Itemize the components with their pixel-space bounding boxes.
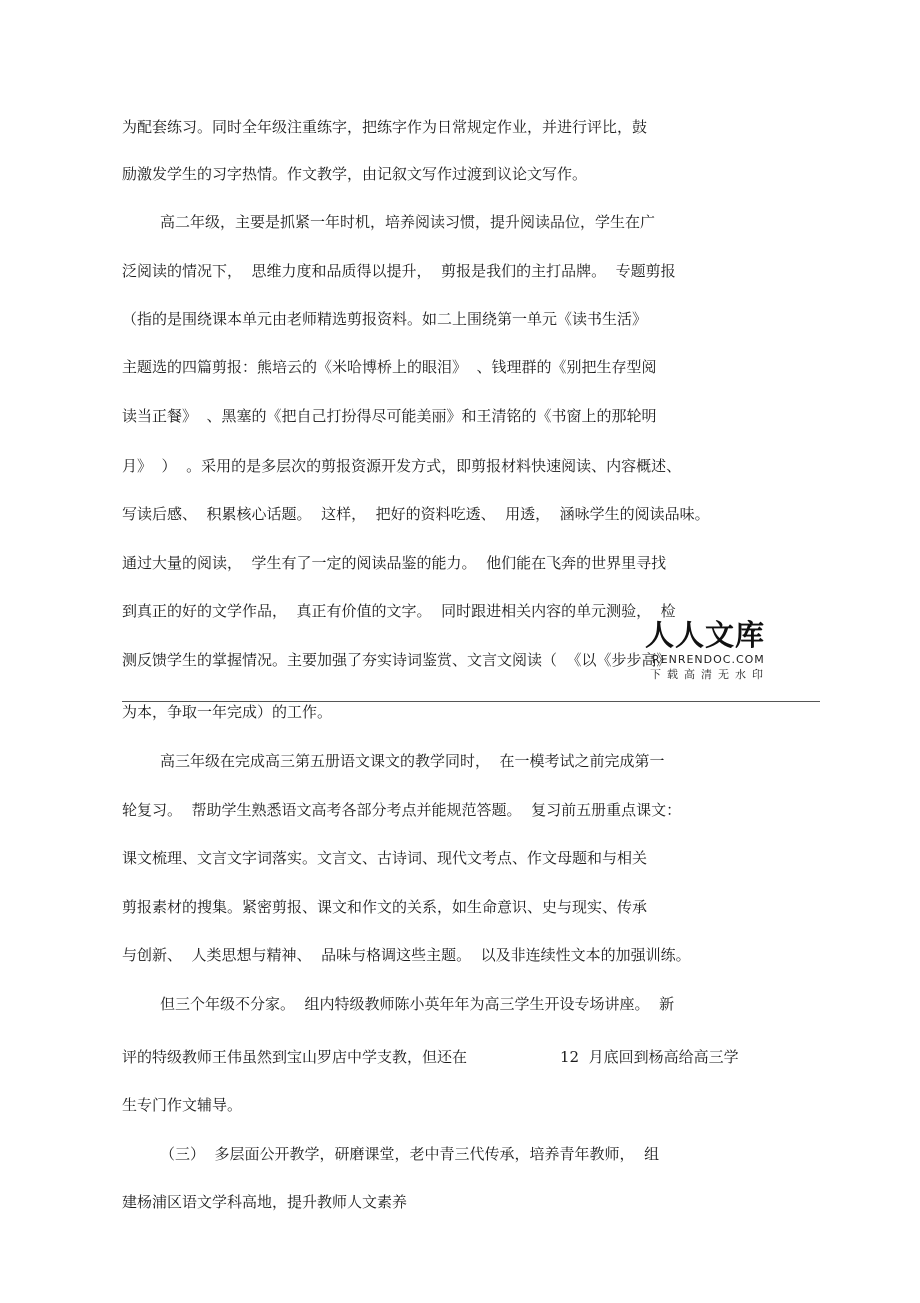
text-line-2: 励激发学生的习字热情。作文教学，由记叙文写作过渡到议论文写作。 — [122, 165, 588, 183]
text-line-9: 写读后感、 积累核心话题。 这样， 把好的资料吃透、 用透， 涵咏学生的阅读品味。 — [122, 505, 710, 523]
text-line-8: 月》 ） 。采用的是多层次的剪报资源开发方式，即剪报材料快速阅读、内容概述、 — [122, 457, 682, 475]
text-line-7: 读当正餐》 、黑塞的《把自己打扮得尽可能美丽》和王清铭的《书窗上的那轮明 — [122, 407, 657, 425]
text-line-17: 剪报素材的搜集。紧密剪报、课文和作文的关系，如生命意识、史与现实、传承 — [122, 898, 648, 916]
text-line-3: 高二年级，主要是抓紧一年时机，培养阅读习惯，提升阅读品位，学生在广 — [160, 213, 656, 231]
watermark-url: RENRENDOC.COM — [652, 653, 765, 666]
text-line-23: 建杨浦区语文学科高地，提升教师人文素养 — [122, 1193, 408, 1211]
text-line-4: 泛阅读的情况下， 思维力度和品质得以提升， 剪报是我们的主打品牌。 专题剪报 — [122, 262, 676, 280]
text-line-15: 轮复习。 帮助学生熟悉语文高考各部分考点并能规范答题。 复习前五册重点课文： — [122, 801, 682, 819]
watermark-logo-text: 人人文库 — [645, 618, 766, 652]
text-line-16: 课文梳理、文言文字词落实。文言文、古诗词、现代文考点、作文母题和与相关 — [122, 849, 648, 867]
watermark-tagline: 下载高清无水印 — [650, 668, 769, 681]
text-line-21: 生专门作文辅导。 — [122, 1096, 243, 1114]
text-line-11: 到真正的好的文学作品， 真正有价值的文字。 同时跟进相关内容的单元测验， 检 — [122, 602, 676, 620]
text-line-20b: 12 月底回到杨高给高三学 — [560, 1048, 739, 1066]
text-line-5: （指的是围绕课本单元由老师精选剪报资料。如二上围绕第一单元《读书生活》 — [122, 310, 648, 328]
text-line-18: 与创新、 人类思想与精神、 品味与格调这些主题。 以及非连续性文本的加强训练。 — [122, 946, 691, 964]
text-line-13: 为本，争取一年完成）的工作。 — [122, 703, 333, 721]
text-line-19: 但三个年级不分家。 组内特级教师陈小英年年为高三学生开设专场讲座。 新 — [160, 995, 675, 1013]
text-line-6: 主题选的四篇剪报：熊培云的《米哈博桥上的眼泪》 、钱理群的《别把生存型阅 — [122, 358, 657, 376]
text-line-1: 为配套练习。同时全年级注重练字，把练字作为日常规定作业，并进行评比，鼓 — [122, 118, 648, 136]
text-line-22: （三） 多层面公开教学，研磨课堂，老中青三代传承，培养青年教师， 组 — [160, 1145, 660, 1163]
text-line-20a: 评的特级教师王伟虽然到宝山罗店中学支教，但还在 — [122, 1048, 468, 1066]
text-line-10: 通过大量的阅读， 学生有了一定的阅读品鉴的能力。 他们能在飞奔的世界里寻找 — [122, 554, 667, 572]
text-line-14: 高三年级在完成高三第五册语文课文的教学同时， 在一模考试之前完成第一 — [160, 752, 665, 770]
text-line-12: 测反馈学生的掌握情况。主要加强了夯实诗词鉴赏、文言文阅读（ 《以《步步高》 — [122, 651, 672, 669]
